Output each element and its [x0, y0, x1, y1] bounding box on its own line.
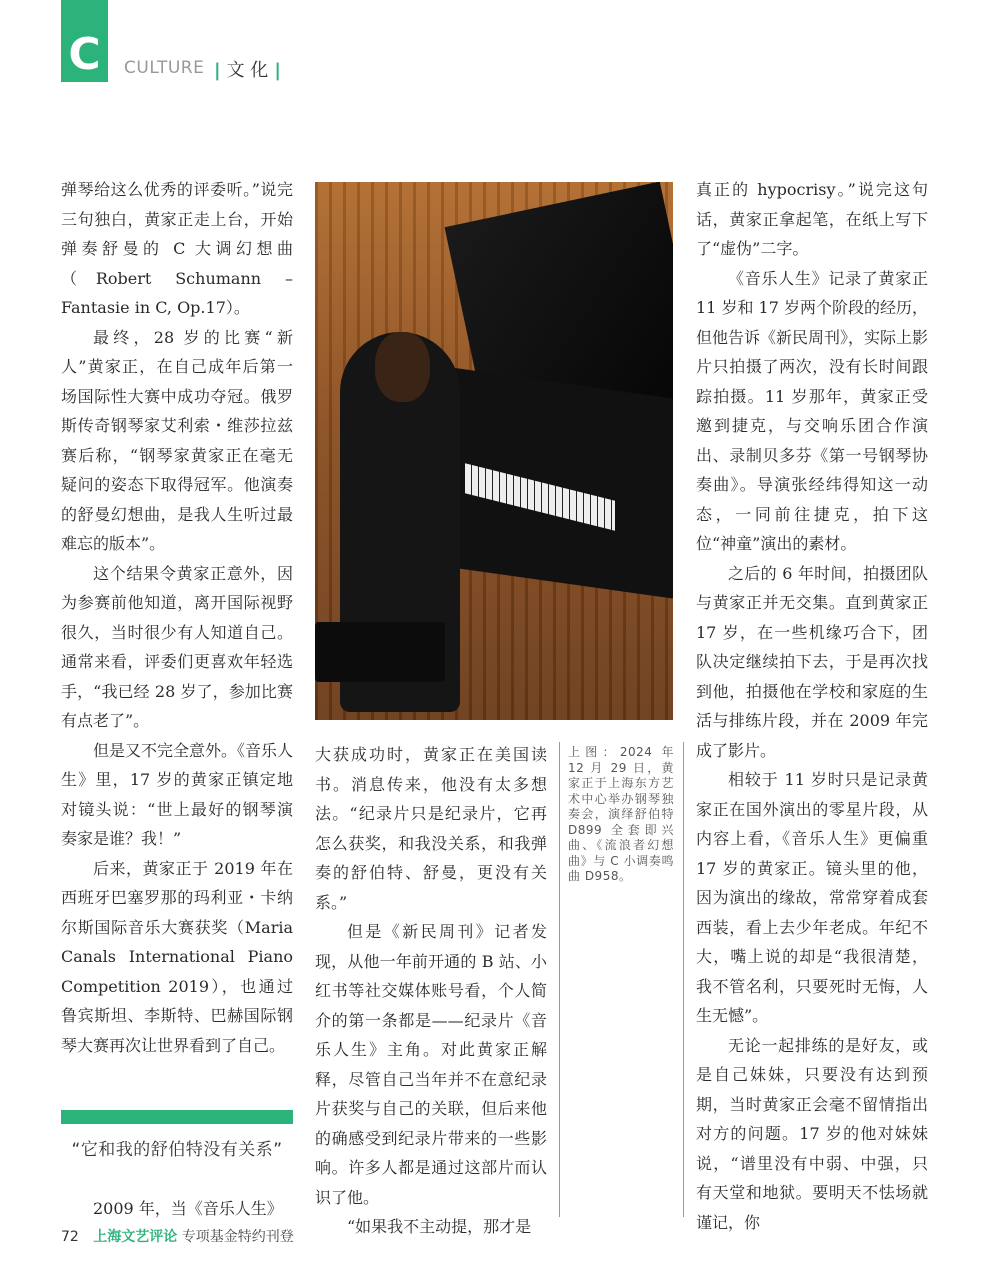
- caption-rule-right: [683, 742, 684, 1217]
- section-label-en: CULTURE: [124, 58, 205, 78]
- page-number: 72: [61, 1229, 79, 1245]
- paragraph: 相较于 11 岁时只是记录黄家正在国外演出的零星片段，从内容上看，《音乐人生》更偏重 17 岁的黄家正。镜头里的他，因为演出的缘故，常常穿着成套西装，看上去少年老成。年纪不大，嘴上说的却是“我很清楚，我不管名利，只要死时无悔，人生无憾”。: [696, 770, 928, 1025]
- footer-subtitle: 专项基金特约刊登: [181, 1229, 294, 1245]
- section-label-zh: | 文 化 |: [214, 60, 281, 81]
- paragraph: 弹琴给这么优秀的评委听。”说完三句独白，黄家正走上台，开始弹奏舒曼的 C 大调幻想曲（Robert Schumann – Fantasie in C, Op.17）。: [61, 180, 293, 317]
- paragraph: 大获成功时，黄家正在美国读书。消息传来，他没有太多想法。“纪录片只是纪录片，它再怎么获奖，和我没关系，和我弹奏的舒伯特、舒曼，更没有关系。”: [315, 745, 547, 912]
- column-1: [61, 175, 293, 1060]
- paragraph: 《音乐人生》记录了黄家正 11 岁和 17 岁两个阶段的经历，但他告诉《新民周刊》，实际上影片只拍摄了两次，没有长时间跟踪拍摄。11 岁那年，黄家正受邀到捷克，与交响乐团合作演出、录制贝多芬《第一号钢琴协奏曲》。导演张经纬得知这一动态，一同前往捷克，拍下这位“神童”演出的素材。: [696, 268, 929, 553]
- caption-rule-left: [559, 742, 560, 1217]
- paragraph: 2009 年，当《音乐人生》: [93, 1199, 283, 1218]
- paragraph: 最终，28 岁的比赛“新人”黄家正，在自己成年后第一场国际性大赛中成功夺冠。俄罗斯传奇钢琴家艾利索・维莎拉兹赛后称，“钢琴家黄家正在毫无疑问的姿态下取得冠军。他演奏的舒曼幻想曲，是我人生听过最难忘的版本”。: [61, 327, 293, 553]
- paragraph: 这个结果令黄家正意外，因为参赛前他知道，离开国际视野很久，当时很少有人知道自己。通常来看，评委们更喜欢年轻选手，“我已经 28 岁了，参加比赛有点老了”。: [61, 563, 293, 730]
- paragraph: 真正的 hypocrisy。”说完这句话，黄家正拿起笔，在纸上写下了“虚伪”二字。: [696, 180, 928, 258]
- magazine-name: 上海文艺评论: [93, 1229, 178, 1245]
- pianist-photo: [315, 182, 673, 720]
- page-footer: [61, 1226, 294, 1246]
- paragraph: 后来，黄家正于 2019 年在西班牙巴塞罗那的玛利亚・卡纳尔斯国际音乐大赛获奖（Maria Canals International Piano Competition 2019），也通过鲁宾斯坦、李斯特、巴赫国际钢琴大赛再次让世界看到了自己。: [61, 858, 293, 1055]
- subhead: “它和我的舒伯特没有关系”: [71, 1140, 283, 1160]
- paragraph: 但是《新民周刊》记者发现，从他一年前开通的 B 站、小红书等社交媒体账号看，个人简介的第一条都是——纪录片《音乐人生》主角。对此黄家正解释，尽管自己当年并不在意纪录片获奖与自己的关联，但后来他的确感受到纪录片带来的一些影响。许多人都是通过这部片而认识了他。: [315, 922, 547, 1207]
- section-badge: C: [61, 0, 108, 82]
- paragraph: 但是又不完全意外。《音乐人生》里，17 岁的黄家正镇定地对镜头说：“世上最好的钢琴演奏家是谁？我！”: [61, 740, 294, 848]
- photo-caption: 上图：2024 年 12 月 29 日，黄家正于上海东方艺术中心举办钢琴独奏会，演绎舒伯特 D899 全套即兴曲、《流浪者幻想曲》与 C 小调奏鸣曲 D958。: [568, 745, 674, 883]
- column-2: [315, 740, 547, 1242]
- paragraph: 无论一起排练的是好友，或是自己妹妹，只要没有达到预期，当时黄家正会毫不留情指出对方的问题。17 岁的他对妹妹说，“谱里没有中弱、中强，只有天堂和地狱。要明天不怯场就谨记，你: [696, 1035, 928, 1232]
- column-3: [696, 175, 928, 1237]
- paragraph: 之后的 6 年时间，拍摄团队与黄家正并无交集。直到黄家正 17 岁，在一些机缘巧合下，团队决定继续拍下去，于是再次找到他，拍摄他在学校和家庭的生活与排练片段，并在 2009 年完成了影片。: [696, 563, 928, 760]
- paragraph: “如果我不主动提，那才是: [347, 1217, 532, 1236]
- subhead-bar: [61, 1110, 293, 1124]
